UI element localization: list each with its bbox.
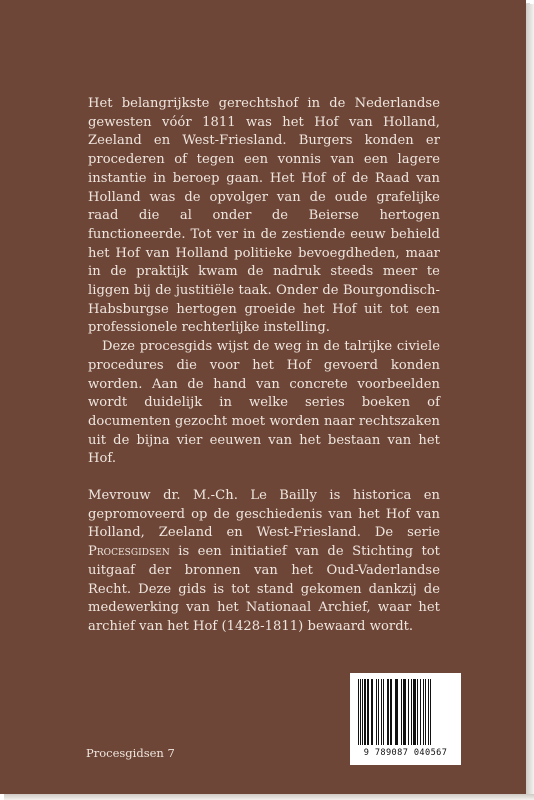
- initiative-text: is een initiatief van de Stichting tot uitgaaf der bronnen van het Oud-Vaderlandse Recht. Deze gids is tot stand gekomen dankzij de medewerking van het Nationaal Archief, waar het archief van het Hof (1428-1811) bewaard wordt.: [88, 544, 440, 634]
- series-name: Procesgidsen: [88, 544, 170, 560]
- paragraph-gap: [88, 469, 440, 487]
- barcode-bars: [358, 679, 453, 745]
- isbn-number: 9 789087 040567: [363, 748, 448, 758]
- author-bio-text: Mevrouw dr. M.-Ch. Le Bailly is historica en gepromoveerd op de geschiedenis van het Hof van Holland, Zeeland en West-Friesland. De serie: [88, 488, 440, 541]
- blurb-paragraph-3: [88, 487, 440, 637]
- barcode: [350, 673, 461, 765]
- page-edge-right: [526, 4, 534, 800]
- page-edge-bottom: [4, 794, 534, 800]
- blurb-paragraph-1: Het belangrijkste gerechtshof in de Nederlandse gewesten vóór 1811 was het Hof van Holland, Zeeland en West-Friesland. Burgers konden er procederen of tegen een vonnis van een lagere instantie in beroep gaan. Het Hof of de Raad van Holland was de opvolger van de oude grafelijke raad die al onder de Beierse hertogen functioneerde. Tot ver in de zestiende eeuw behield het Hof van Holland politieke bevoegdheden, maar in de praktijk kwam de nadruk steeds meer te liggen bij de justitiële taak. Onder de Bourgondisch-Habsburgse hertogen groeide het Hof uit tot een professionele rechterlijke instelling.: [88, 96, 440, 336]
- blurb-paragraph-2: Deze procesgids wijst de weg in de talrijke civiele procedures die voor het Hof gevoerd konden worden. Aan de hand van concrete voorbeelden wordt duidelijk in welke series boeken of documenten gezocht moet worden naar rechtszaken uit de bijna vier eeuwen van het bestaan van het Hof.: [88, 339, 440, 467]
- blurb: [88, 95, 440, 637]
- series-label: Procesgidsen 7: [86, 746, 175, 760]
- barcode-space: [431, 679, 433, 745]
